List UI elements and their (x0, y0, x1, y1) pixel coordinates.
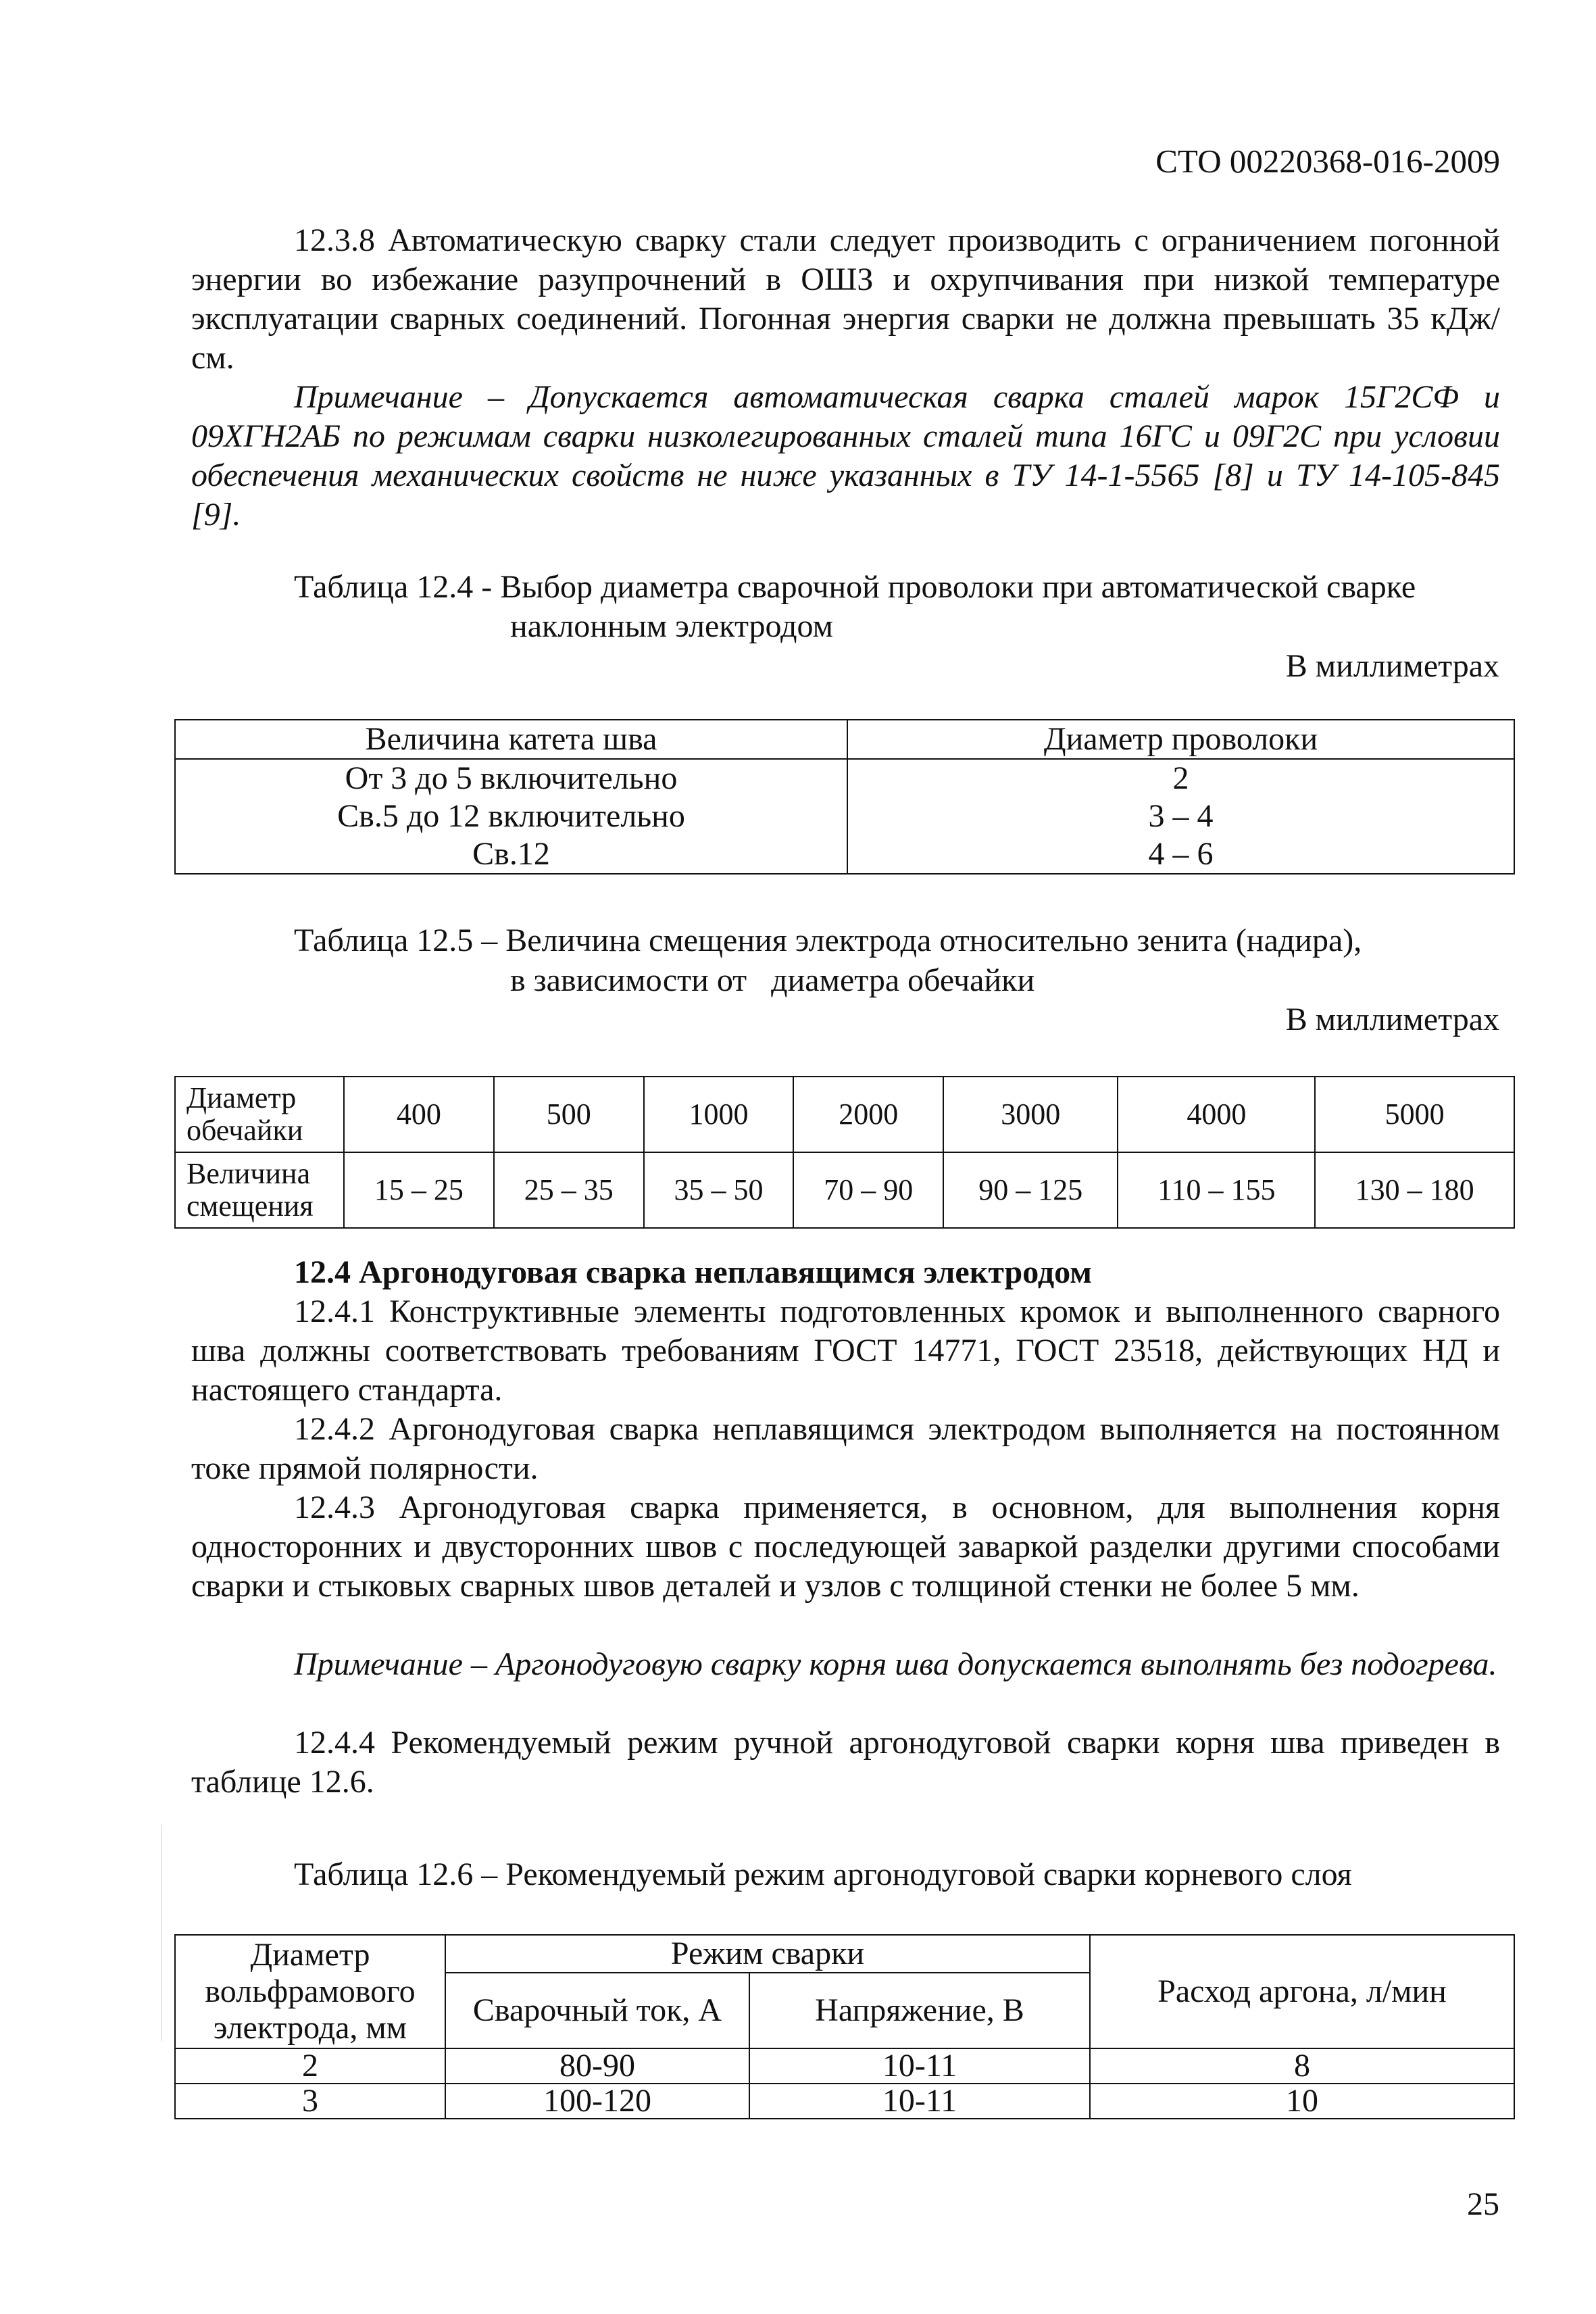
table-cell: 35 – 50 (644, 1152, 794, 1228)
table-cell: 3000 (943, 1077, 1118, 1152)
paragraph-12-4-1: 12.4.1 Конструктивные элементы подготовленных кромок и выполненного сварного шва должны соответствовать требованиям ГОСТ 14771, ГОСТ 23518, действующих НД и настоящего стандарта. (191, 1294, 1500, 1408)
header-cell-current: Сварочный ток, А (445, 1973, 749, 2048)
table-cell: 70 – 90 (793, 1152, 943, 1228)
note-argon-root: Примечание – Аргонодуговую сварку корня шва допускается выполнять без подогрева. (294, 1646, 1497, 1682)
table-12-5-caption-line1: Таблица 12.5 – Величина смещения электрода относительно зенита (надира), (294, 922, 1362, 958)
table-cell: От 3 до 5 включительно (175, 759, 847, 797)
table-cell: 400 (344, 1077, 494, 1152)
table-12-5 (174, 1076, 1515, 1229)
document-code: СТО 00220368-016-2009 (1155, 143, 1500, 180)
table-cell: 25 – 35 (494, 1152, 644, 1228)
table-row (175, 2084, 1514, 2119)
table-12-5-caption-line2: в зависимости от диаметра обечайки (510, 962, 1035, 998)
table-cell: 4000 (1118, 1077, 1315, 1152)
table-header-row (175, 1935, 1514, 1973)
table-row (175, 759, 1514, 797)
table-cell: 15 – 25 (344, 1152, 494, 1228)
table-row-offset (175, 1152, 1514, 1228)
page-number: 25 (1467, 2186, 1499, 2222)
header-cell-leg: Величина катета шва (175, 720, 847, 759)
table-cell: 90 – 125 (943, 1152, 1118, 1228)
table-cell: 2 (847, 759, 1514, 797)
paragraph-12-4-2: 12.4.2 Аргонодуговая сварка неплавящимся электродом выполняется на постоянном токе прямой полярности. (191, 1411, 1500, 1486)
table-12-4 (174, 719, 1515, 875)
table-12-4-units: В миллиметрах (1285, 648, 1499, 684)
header-cell-voltage: Напряжение, В (749, 1973, 1090, 2048)
table-cell: 10 (1090, 2084, 1514, 2119)
paragraph-12-3-8: 12.3.8 Автоматическую сварку стали следует производить с ограничением погонной энергии во избежание разупрочнений в ОШЗ и охрупчивания при низкой температуре эксплуатации сварных соединений. Погонная энергия сварки не должна превышать 35 кДж/см. (191, 222, 1500, 376)
table-row (175, 835, 1514, 874)
row-head-offset: Величина смещения (175, 1152, 344, 1228)
scan-margin-line (161, 1825, 162, 2041)
header-cell-electrode-diameter: Диаметр вольфрамового электрода, мм (175, 1935, 445, 2048)
table-row-diameter (175, 1077, 1514, 1152)
table-cell: 500 (494, 1077, 644, 1152)
table-12-4-caption-line2: наклонным электродом (510, 608, 834, 644)
table-12-4-caption-line1: Таблица 12.4 - Выбор диаметра сварочной проволоки при автоматической сварке (294, 569, 1416, 605)
table-row (175, 797, 1514, 835)
table-12-6-caption: Таблица 12.6 – Рекомендуемый режим аргонодуговой сварки корневого слоя (294, 1856, 1352, 1892)
header-cell-argon-flow: Расход аргона, л/мин (1090, 1935, 1514, 2048)
table-12-6 (174, 1934, 1515, 2119)
row-head-diameter: Диаметр обечайки (175, 1077, 344, 1152)
table-cell: 100-120 (445, 2084, 749, 2119)
table-cell: 80-90 (445, 2048, 749, 2084)
table-cell: 2 (175, 2048, 445, 2084)
header-cell-welding-mode: Режим сварки (445, 1935, 1090, 1973)
table-cell: Св.5 до 12 включительно (175, 797, 847, 835)
table-12-5-units: В миллиметрах (1285, 1002, 1499, 1037)
table-cell: 3 – 4 (847, 797, 1514, 835)
table-cell: 3 (175, 2084, 445, 2119)
table-cell: 10-11 (749, 2084, 1090, 2119)
table-cell: 130 – 180 (1315, 1152, 1514, 1228)
table-cell: 110 – 155 (1118, 1152, 1315, 1228)
table-cell: Св.12 (175, 835, 847, 874)
table-cell: 5000 (1315, 1077, 1514, 1152)
paragraph-12-4-3: 12.4.3 Аргонодуговая сварка применяется, в основном, для выполнения корня односторонних и двусторонних швов с последующей заваркой разделки другими способами сварки и стыковых сварных швов деталей и узлов с толщиной стенки не более 5 мм. (191, 1490, 1500, 1604)
table-cell: 10-11 (749, 2048, 1090, 2084)
section-heading-12-4: 12.4 Аргонодуговая сварка неплавящимся электродом (294, 1254, 1092, 1290)
table-cell: 1000 (644, 1077, 794, 1152)
table-cell: 4 – 6 (847, 835, 1514, 874)
table-cell: 8 (1090, 2048, 1514, 2084)
header-cell-wire-diameter: Диаметр проволоки (847, 720, 1514, 759)
table-cell: 2000 (793, 1077, 943, 1152)
table-row (175, 2048, 1514, 2084)
note-automatic-welding: Примечание – Допускается автоматическая сварка сталей марок 15Г2СФ и 09ХГН2АБ по режимам сварки низколегированных сталей типа 16ГС и 09Г2С при условии обеспечения механических свойств не ниже указанных в ТУ 14-1-5565 [8] и ТУ 14-105-845 [9]. (191, 379, 1500, 533)
table-header-row (175, 720, 1514, 759)
paragraph-12-4-4: 12.4.4 Рекомендуемый режим ручной аргонодуговой сварки корня шва приведен в таблице 12.6. (191, 1725, 1500, 1800)
